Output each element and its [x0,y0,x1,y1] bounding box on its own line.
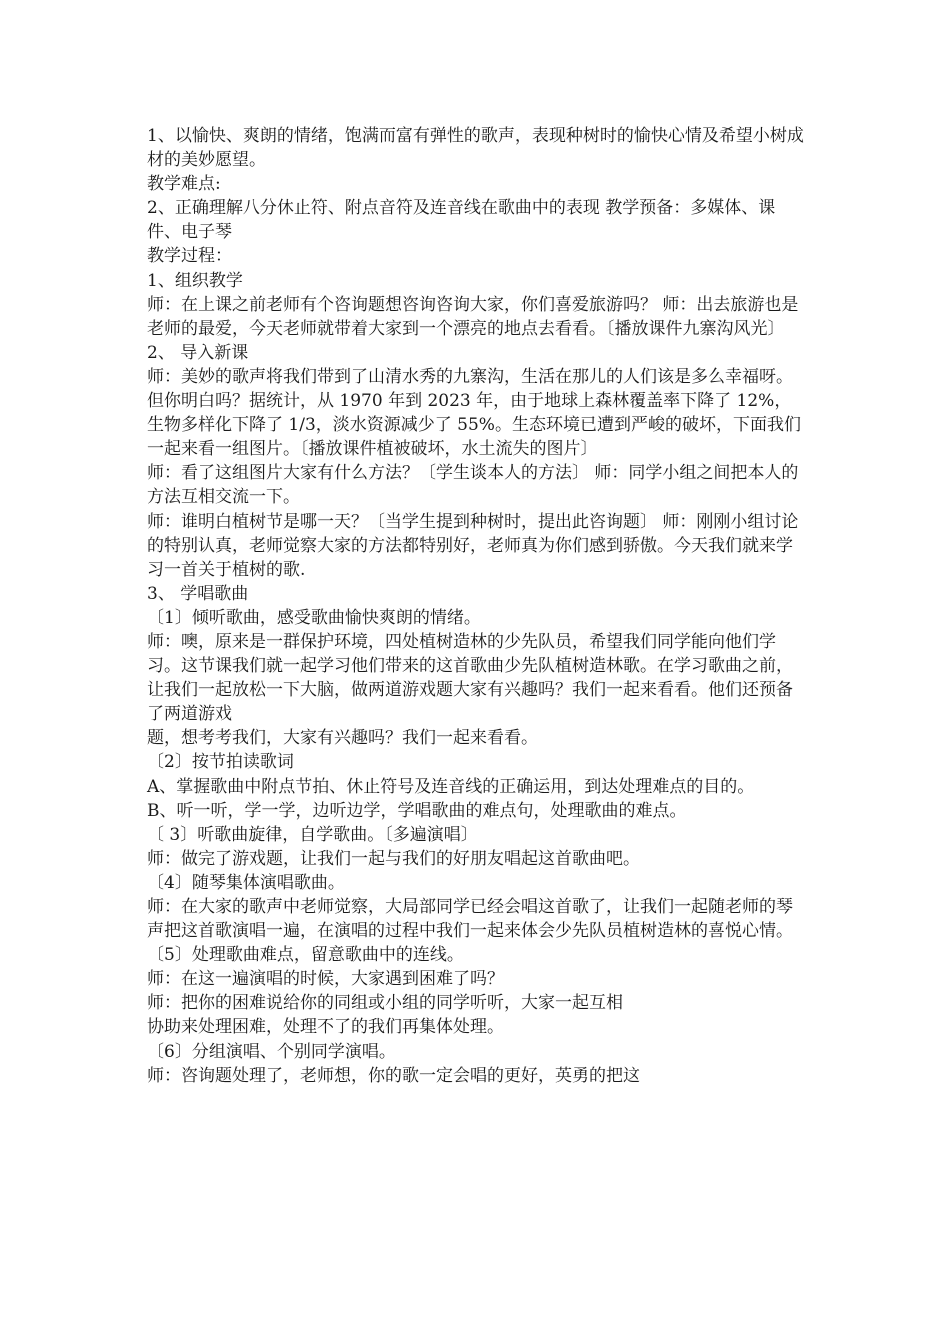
item-a-rhythm: A、掌握歌曲中附点节拍、休止符号及连音线的正确运用，到达处理难点的目的。 [147,776,755,797]
paragraph-teacher-jiuzhaigou: 师：美妙的歌声将我们带到了山清水秀的九寨沟，生活在那儿的人们该是多么幸福呀。但你明白吗？据统计，从 1970 年到 2023 年，由于地球上森林覆盖率下降了 12%，生物多样化下降了 1/3，淡水资源减少了 55%。生态环境已遭到严峻的破坏，下面我们一起来看一组图片。〔播放课件植被破坏，水土流失的图片〕 [147,366,801,460]
paragraph-teacher-arbor-day: 师：谁明白植树节是哪一天？〔当学生提到种树时，提出此咨询题〕 师：刚刚小组讨论的特别认真，老师觉察大家的方法都特别好，老师真为你们感到骄傲。今天我们就来学习一首关于植树的歌. [147,511,799,580]
substep-2-read-lyrics: 〔2〕按节拍读歌词 [147,752,294,773]
paragraph-teacher-pioneers: 师：噢，原来是一群保护环境，四处植树造林的少先队员，希望我们同学能向他们学习。这节课我们就一起学习他们带来的这首歌曲少先队植树造林歌。在学习歌曲之前，让我们一起放松一下大脑，做两道游戏题大家有兴趣吗？我们一起来看看。他们还预备了两道游戏 [147,631,793,725]
substep-1-listen: 〔1〕倾听歌曲，感受歌曲愉快爽朗的情绪。 [147,607,481,628]
paragraph-teacher-travel: 师：在上课之前老师有个咨询题想咨询咨询大家，你们喜爱旅游吗？ 师：出去旅游也是老师的最爱，今天老师就带着大家到一个漂亮的地点去看看。〔播放课件九寨沟风光〕 [147,294,799,339]
paragraph-teacher-share: 师：把你的困难说给你的同组或小组的同学听听，大家一起互相 [147,993,623,1014]
paragraph-help-each-other: 协助来处理困难，处理不了的我们再集体处理。 [147,1017,504,1038]
step-organize-teaching: 1、组织教学 [147,270,243,291]
heading-teaching-process: 教学过程： [147,246,232,267]
substep-4-piano-sing: 〔4〕随琴集体演唱歌曲。 [147,872,345,893]
step-learn-song: 3、 学唱歌曲 [147,583,249,604]
paragraph-teacher-difficulty-q: 师：在这一遍演唱的时候，大家遇到困难了吗？ [147,969,504,990]
substep-3-melody: 〔 3〕听歌曲旋律，自学歌曲。〔多遍演唱〕 [147,824,478,845]
paragraph-teacher-piano: 师：在大家的歌声中老师觉察，大局部同学已经会唱这首歌了，让我们一起随老师的琴声把这首歌演唱一遍，在演唱的过程中我们一起来体会少先队员植树造林的喜悦心情。 [147,897,793,942]
paragraph-teacher-methods: 师：看了这组图片大家有什么方法？〔学生谈本人的方法〕 师：同学小组之间把本人的方法互相交流一下。 [147,463,799,508]
paragraph-difficulty-2: 2、正确理解八分休止符、附点音符及连音线在歌曲中的表现 教学预备：多媒体、课件、电子琴 [147,198,776,243]
heading-teaching-difficulty: 教学难点: [147,174,221,195]
paragraph-teacher-brave: 师：咨询题处理了，老师想，你的歌一定会唱的更好，英勇的把这 [147,1065,640,1086]
document-body [147,124,807,1088]
paragraph-goal-1: 1、以愉快、爽朗的情绪，饱满而富有弹性的歌声，表现种树时的愉快心情及希望小树成材的美妙愿望。 [147,126,804,171]
item-b-listen-learn: B、听一听，学一学，边听边学，学唱歌曲的难点句，处理歌曲的难点。 [147,800,687,821]
substep-5-difficulty: 〔5〕处理歌曲难点，留意歌曲中的连线。 [147,945,464,966]
paragraph-teacher-sing-together: 师：做完了游戏题，让我们一起与我们的好朋友唱起这首歌曲吧。 [147,848,640,869]
substep-6-group-sing: 〔6〕分组演唱、个别同学演唱。 [147,1041,396,1062]
step-introduce-lesson: 2、 导入新课 [147,342,249,363]
paragraph-game-questions: 题，想考考我们，大家有兴趣吗？我们一起来看看。 [147,728,538,749]
